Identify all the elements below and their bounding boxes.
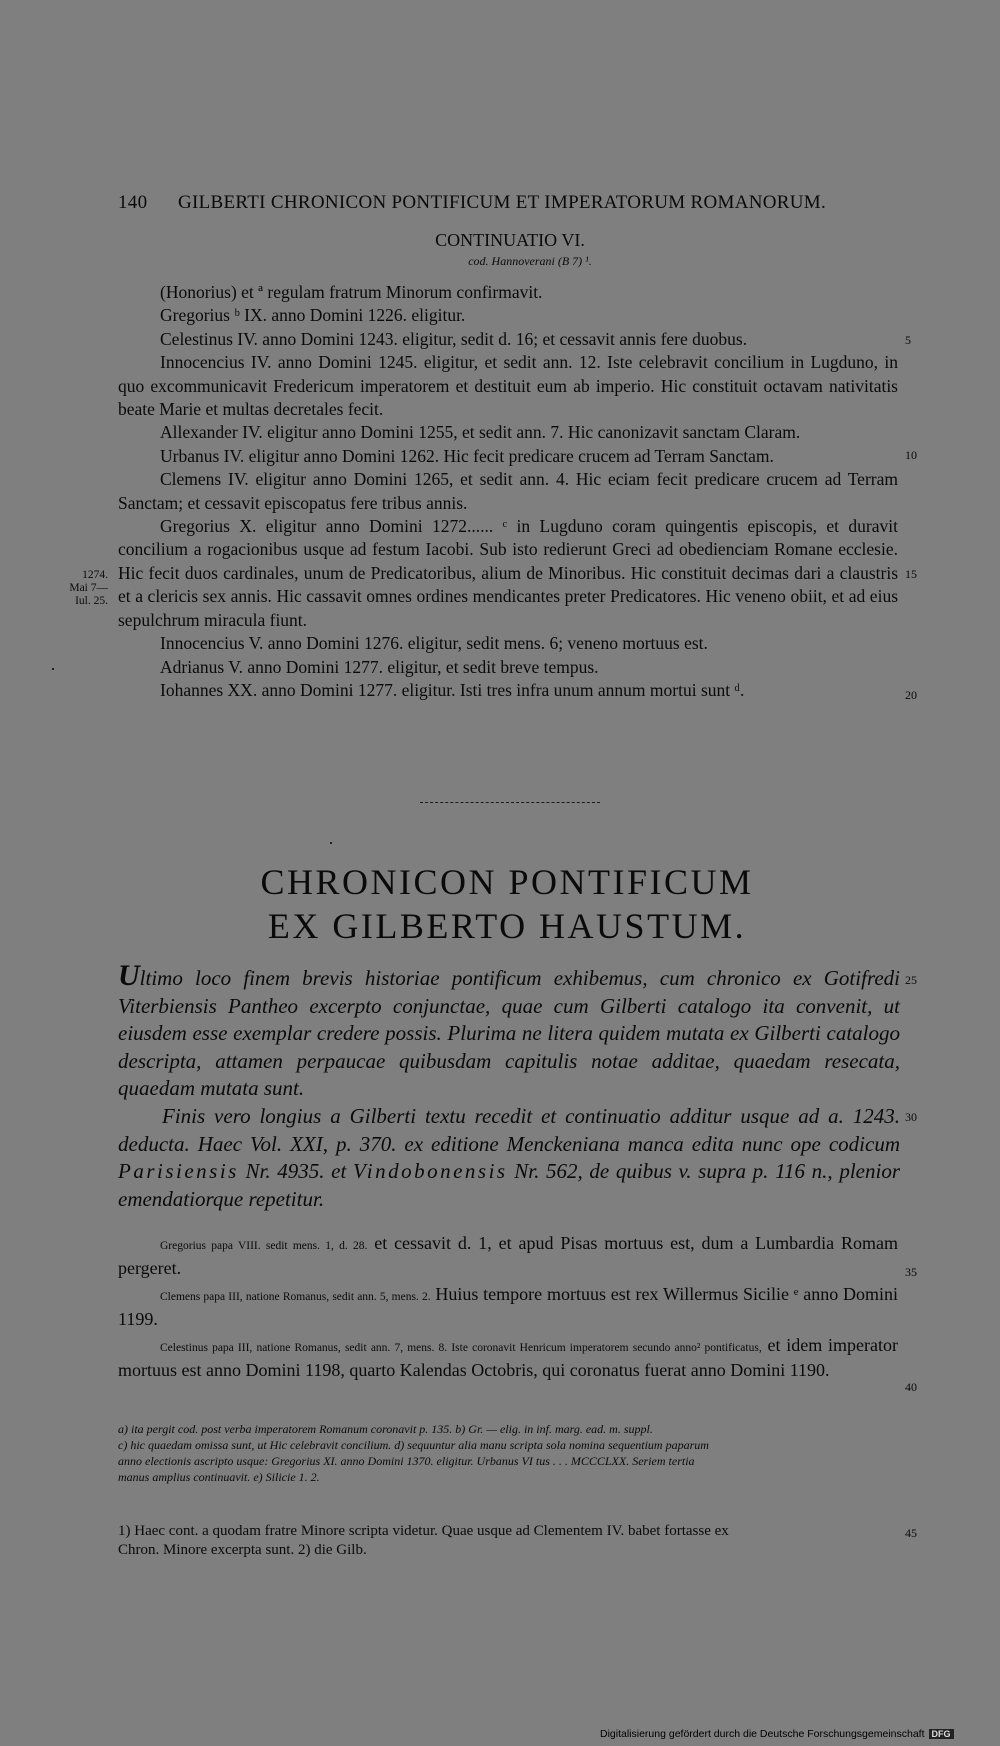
entry-innocencius-iv: Innocencius IV. anno Domini 1245. eligitur, et sedit ann. 12. Iste celebravit concilium in Lugduno, in quo excommunicavit Fredericum imperatorem et destituit eum ab imperio. Hic constituit octavam nativitatis beate Marie et multas decretales fecit. <box>118 352 898 420</box>
margin-date <box>58 569 108 608</box>
chronicle-entries <box>118 1232 898 1385</box>
entry-urbanus-iv: Urbanus IV. eligitur anno Domini 1262. Hic fecit predicare crucem ad Terram Sanctam. <box>160 445 774 466</box>
running-head <box>118 192 898 214</box>
footnote-line: a) ita pergit cod. post verba imperatorem Romanum coronavit p. 135. b) Gr. — elig. in inf. marg. ead. m. suppl. <box>118 1422 653 1436</box>
line-number: 35 <box>905 1265 917 1279</box>
main-title-line: EX GILBERTO HAUSTUM. <box>267 906 747 946</box>
intro-text: Finis vero longius a Gilberti textu recedit et continuatio additur usque ad a. 1243. deducta. Haec Vol. XXI, p. 370. ex editione Menckeniana manca edita nunc ope codicum <box>118 1103 900 1156</box>
entry-gregorius-viii <box>118 1232 898 1279</box>
running-title: GILBERTI CHRONICON PONTIFICUM ET IMPERATORUM ROMANORUM. <box>178 192 827 213</box>
entry-clemens-iii <box>118 1283 898 1330</box>
entry-celestinus-iv: Celestinus IV. anno Domini 1243. eligitur, sedit d. 16; et cessavit annis fere duobus. <box>160 328 748 349</box>
margin-date-line: Iul. 25. <box>75 595 108 607</box>
section-divider <box>420 802 600 803</box>
entry-small-print: Celestinus papa III, natione Romanus, sedit ann. 7, mens. 8. Iste coronavit Henricum imperatorem secundo anno² pontificatus, <box>160 1342 762 1354</box>
entry-celestinus-iii <box>118 1334 898 1381</box>
credit-text: Digitalisierung gefördert durch die Deutsche Forschungsgemeinschaft <box>600 1728 925 1740</box>
digitization-credit <box>600 1728 994 1742</box>
line-number: 20 <box>905 688 917 702</box>
entry-clemens-iv: Clemens IV. eligitur anno Domini 1265, et sedit ann. 4. Hic eciam fecit predicare crucem ad Terram Sanctam; et cessavit episcopatus fere tribus annis. <box>118 469 898 513</box>
intro-text: ltimo loco finem brevis historiae pontificum exhibemus, cum chronico ex Gotifredi Viterbiensis Pantheo excerpto conjunctae, quae cum Gilberti catalogo ita convenit, ut eiusdem esse exemplar credere possis. Plurima ne litera quidem mutata ex Gilberti catalogo descripta, attamen perpaucae quibusdam capitulis notae additae, quaedam resecata, quaedam mutata sunt. <box>118 966 900 1101</box>
initial-letter: U <box>118 959 140 992</box>
dfg-logo: DFG <box>929 1729 954 1739</box>
codex-name: Vindobonensis <box>352 1159 508 1184</box>
critical-apparatus <box>118 1421 900 1485</box>
entry-text: Huius tempore mortuus est rex Willermus Sicilie ᵉ anno Domini 1199. <box>118 1284 898 1329</box>
line-number: 10 <box>905 448 917 462</box>
footnote-line: manus amplius continuavit. e) Silicie 1. 2. <box>118 1470 320 1484</box>
entry-small-print: Gregorius papa VIII. sedit mens. 1, d. 28. <box>160 1240 368 1252</box>
editorial-footnotes <box>118 1522 900 1560</box>
entry-text: et idem imperator mortuus est anno Domini 1198, quarto Kalendas Octobris, qui coronatus fuerat anno Domini 1190. <box>118 1335 899 1380</box>
speck <box>330 842 332 844</box>
editorial-introduction <box>118 959 900 1213</box>
line-number: 30 <box>905 1110 917 1124</box>
footnote-line: c) hic quaedam omissa sunt, ut Hic celebravit concilium. d) sequuntur alia manu scripta sola nomina sequentium paparum <box>118 1438 709 1452</box>
entry-honorius: (Honorius) et ª regulam fratrum Minorum confirmavit. <box>160 282 543 302</box>
entry-gregorius-ix: Gregorius ᵇ IX. anno Domini 1226. eligitur. <box>160 305 466 326</box>
main-title-line: CHRONICON PONTIFICUM <box>260 862 754 902</box>
entry-allexander-iv: Allexander IV. eligitur anno Domini 1255, et sedit ann. 7. Hic canonizavit sanctam Claram. <box>160 422 801 443</box>
line-number: 25 <box>905 973 917 987</box>
entry-innocencius-v: Innocencius V. anno Domini 1276. eligitur, sedit mens. 6; veneno mortuus est. <box>160 633 708 654</box>
intro-paragraph-1 <box>118 959 900 1103</box>
margin-date-line: Mai 7— <box>69 582 108 594</box>
entry-text: et cessavit d. 1, et apud Pisas mortuus est, dum a Lumbardia Romam pergeret. <box>118 1233 898 1278</box>
entry-iohannes-xx: Iohannes XX. anno Domini 1277. eligitur. Isti tres infra unum annum mortui sunt ᵈ. <box>160 679 745 700</box>
continuation-source: cod. Hannoverani (B 7) ¹. <box>468 254 592 268</box>
line-number: 5 <box>905 333 911 347</box>
footnote-line: 1) Haec cont. a quodam fratre Minore scripta videtur. Quae usque ad Clementem IV. babet fortasse ex <box>118 1523 729 1539</box>
intro-text: Nr. 562, de quibus v. supra p. 116 n., plenior emendatiorque repetitur. <box>118 1159 900 1211</box>
entry-adrianus-v: Adrianus V. anno Domini 1277. eligitur, et sedit breve tempus. <box>160 656 599 677</box>
line-number: 45 <box>905 1526 917 1540</box>
page-number: 140 <box>118 192 148 213</box>
footnote-line: Chron. Minore excerpta sunt. 2) die Gilb. <box>118 1542 367 1558</box>
speck <box>52 668 54 670</box>
line-number: 15 <box>905 567 917 581</box>
main-title <box>0 860 1000 948</box>
line-number: 40 <box>905 1380 917 1394</box>
margin-date-line: 1274. <box>82 569 108 581</box>
footnote-line: anno electionis ascripto usque: Gregorius XI. anno Domini 1370. eligitur. Urbanus VI tus . . . MCCCLXX. Seriem tertia <box>118 1454 695 1468</box>
continuation-title: CONTINUATIO VI. <box>435 230 585 250</box>
continuation-text <box>118 281 898 702</box>
codex-name: Parisiensis <box>118 1159 239 1184</box>
entry-small-print: Clemens papa III, natione Romanus, sedit ann. 5, mens. 2. <box>160 1291 431 1303</box>
intro-text: Nr. 4935. et <box>238 1159 353 1184</box>
intro-paragraph-2 <box>118 1103 900 1213</box>
entry-gregorius-x: Gregorius X. eligitur anno Domini 1272...... ᶜ in Lugduno coram quingentis episcopis, et duravit concilium a rogacionibus usque ad festum Iacobi. Sub isto redierunt Greci ad obedienciam Romane ecclesie. Hic fecit duos cardinales, unum de Predicatoribus, alium de Minoribus. Hic constituit decimas dari a claustris et a clericis sex annis. Hic cassavit omnes ordines mendicantes preter Predicatores. Hic veneno obiit, et ad eius sepulchrum miracula fiunt. <box>118 516 898 630</box>
